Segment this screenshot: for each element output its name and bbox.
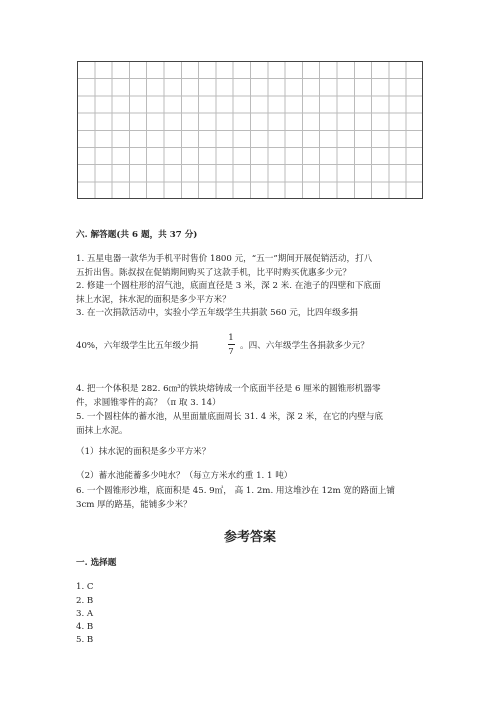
question-5-line-2: 面抹上水泥。 xyxy=(76,426,128,436)
question-1-line-1: 1. 五星电器一款华为手机平时售价 1800 元，“五一”期间开展促销活动，打八 xyxy=(76,254,373,264)
answer-item-2: 2. B xyxy=(76,596,94,606)
writing-grid xyxy=(77,61,423,199)
answer-item-5: 5. B xyxy=(76,635,94,645)
fraction-bar xyxy=(228,344,235,345)
question-2-line-1: 2. 修建一个圆柱形的沼气池，底面直径是 3 米，深 2 米. 在池子的四壁和下底面 xyxy=(76,281,381,291)
section-heading: 六. 解答题(共 6 题，共 37 分) xyxy=(76,230,198,240)
answers-title: 参考答案 xyxy=(223,530,276,545)
question-1-line-2: 五折出售。陈叔叔在促销期间购买了这款手机，比平时购买优惠多少元？ xyxy=(76,268,352,278)
question-4-line-2: 件，求圆锥零件的高？（π 取 3. 14） xyxy=(76,398,221,408)
answers-section-heading: 一. 选择题 xyxy=(76,558,117,568)
question-3-line-2b: 。四、六年级学生各捐款多少元？ xyxy=(240,341,369,351)
question-2-line-2: 抹上水泥，抹水泥的面积是多少平方米？ xyxy=(76,295,231,305)
answer-item-4: 4. B xyxy=(76,622,94,632)
question-5-line-1: 5. 一个圆柱体的蓄水池，从里面量底面周长 31. 4 米，深 2 米，在它的内壁与底 xyxy=(76,412,384,422)
question-3-line-2a: 40%，六年级学生比五年级少捐 xyxy=(76,341,199,351)
question-3-line-1: 3. 在一次捐款活动中，实验小学五年级学生共捐款 560 元，比四年级多捐 xyxy=(76,308,359,318)
question-5-sub-1: （1）抹水泥的面积是多少平方米？ xyxy=(76,447,211,457)
answer-item-1: 1. C xyxy=(76,582,94,592)
question-4-line-1: 4. 把一个体积是 282. 6㎝³的铁块熔铸成一个底面半径是 6 厘米的圆锥形机器零 xyxy=(76,384,381,394)
answer-item-3: 3. A xyxy=(76,609,94,619)
fraction-denominator: 7 xyxy=(228,347,234,357)
question-6-line-1: 6. 一个圆锥形沙堆，底面积是 45. 9㎡， 高 1. 2m. 用这堆沙在 12m 宽的路面上铺 xyxy=(76,486,395,496)
question-6-line-2: 3cm 厚的路基，能铺多少米？ xyxy=(76,500,192,510)
question-5-sub-2: （2）蓄水池能蓄多少吨水？（每立方米水约重 1. 1 吨） xyxy=(76,471,293,481)
fraction-numerator: 1 xyxy=(228,333,234,343)
